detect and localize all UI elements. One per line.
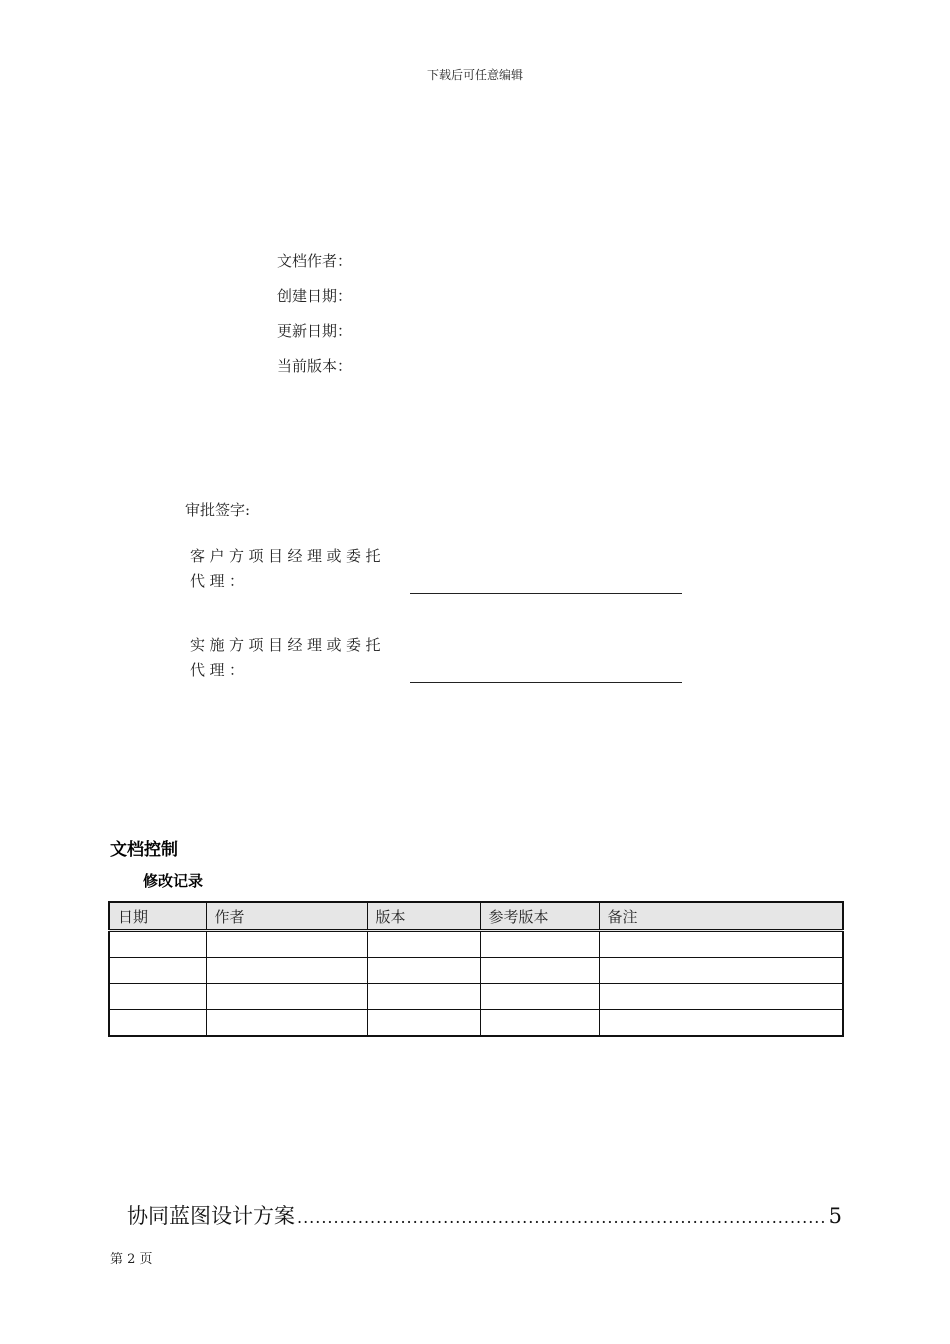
toc-entry[interactable] [127, 1200, 842, 1230]
column-header-date: 日期 [109, 902, 206, 931]
header-note: 下载后可任意编辑 [426, 68, 523, 82]
table-cell[interactable] [480, 984, 599, 1010]
table-cell[interactable] [599, 958, 843, 984]
table-cell[interactable] [206, 1010, 367, 1037]
table-row [109, 1010, 843, 1037]
revision-record-title: 修改记录 [143, 872, 204, 890]
table-cell[interactable] [109, 931, 206, 958]
table-cell[interactable] [109, 984, 206, 1010]
doc-author-label: 文档作者： [277, 252, 353, 270]
table-cell[interactable] [480, 1010, 599, 1037]
table-cell[interactable] [367, 958, 480, 984]
current-version-label: 当前版本： [277, 357, 353, 375]
vendor-pm-signature-line [410, 682, 682, 683]
table-row [109, 984, 843, 1010]
toc-leader-dots [297, 1208, 827, 1227]
column-header-ref-version: 参考版本 [480, 902, 599, 931]
column-header-remarks: 备注 [599, 902, 843, 931]
column-header-author: 作者 [206, 902, 367, 931]
client-pm-signature-line [410, 593, 682, 594]
revision-table [108, 901, 844, 1037]
updated-date-label: 更新日期： [277, 322, 353, 340]
vendor-pm-signature-label: 实施方项目经理或委托代理： [190, 636, 386, 679]
table-cell[interactable] [367, 1010, 480, 1037]
table-cell[interactable] [367, 984, 480, 1010]
table-cell[interactable] [599, 984, 843, 1010]
table-cell[interactable] [367, 931, 480, 958]
created-date-label: 创建日期： [277, 287, 353, 305]
table-cell[interactable] [206, 958, 367, 984]
table-cell[interactable] [599, 1010, 843, 1037]
toc-entry-title: 协同蓝图设计方案 [127, 1204, 295, 1228]
doc-control-title: 文档控制 [110, 840, 178, 860]
table-cell[interactable] [109, 958, 206, 984]
table-cell[interactable] [480, 931, 599, 958]
table-cell[interactable] [109, 1010, 206, 1037]
table-cell[interactable] [206, 931, 367, 958]
table-cell[interactable] [599, 931, 843, 958]
client-pm-signature-label: 客户方项目经理或委托代理： [190, 547, 386, 590]
table-row [109, 958, 843, 984]
table-row [109, 931, 843, 958]
toc-entry-page: 5 [828, 1204, 842, 1228]
table-cell[interactable] [206, 984, 367, 1010]
approval-label: 审批签字: [185, 501, 251, 519]
column-header-version: 版本 [367, 902, 480, 931]
revision-table-header [109, 902, 843, 931]
page-number: 第 2 页 [110, 1252, 153, 1267]
table-cell[interactable] [480, 958, 599, 984]
